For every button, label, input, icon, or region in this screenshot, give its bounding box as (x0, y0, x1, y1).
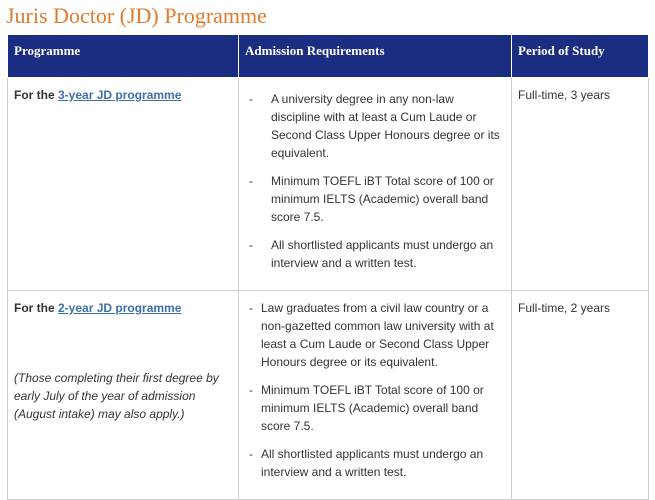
admission-table (7, 34, 649, 500)
bullet-dash: - (249, 383, 253, 397)
requirement-text: Minimum TOEFL iBT Total score of 100 or minimum IELTS (Academic) overall band score 7.5. (271, 174, 494, 224)
list-item (245, 90, 505, 162)
list-item (245, 236, 505, 272)
list-item (245, 172, 505, 226)
header-programme: Programme (8, 35, 239, 78)
list-item (245, 299, 505, 371)
eligibility-note: (Those completing their first degree by early July of the year of admission (August intake) may also apply.) (14, 371, 219, 421)
bullet-dash: - (249, 238, 253, 252)
list-item (245, 381, 505, 435)
bullet-dash: - (249, 174, 253, 188)
table-row (8, 78, 649, 291)
programme-cell (8, 291, 239, 500)
list-item (245, 445, 505, 481)
table-row (8, 291, 649, 500)
table-header-row (8, 35, 649, 78)
bullet-dash: - (249, 301, 253, 315)
requirements-cell (239, 78, 512, 291)
requirement-text: All shortlisted applicants must undergo an interview and a written test. (271, 238, 494, 270)
header-admission-requirements: Admission Requirements (239, 35, 512, 78)
programme-prefix: For the (14, 301, 58, 315)
bullet-dash: - (249, 447, 253, 461)
period-cell: Full-time, 3 years (512, 78, 649, 291)
requirement-text: Minimum TOEFL iBT Total score of 100 or minimum IELTS (Academic) overall band score 7.5. (261, 383, 484, 433)
requirement-text: Law graduates from a civil law country or a non-gazetted common law university with at least a Cum Laude or Second Class Upper Honours degree or its equivalent. (261, 301, 494, 369)
header-period-of-study: Period of Study (512, 35, 649, 78)
bullet-dash: - (249, 92, 253, 106)
programme-link-3-year[interactable]: 3-year JD programme (58, 88, 182, 102)
requirement-text: A university degree in any non-law discipline with at least a Cum Laude or Second Class Upper Honours degree or its equivalent. (271, 92, 500, 160)
programme-cell (8, 78, 239, 291)
period-cell: Full-time, 2 years (512, 291, 649, 500)
page-title: Juris Doctor (JD) Programme (6, 3, 267, 28)
programme-prefix: For the (14, 88, 58, 102)
requirement-text: All shortlisted applicants must undergo an interview and a written test. (261, 447, 484, 479)
programme-link-2-year[interactable]: 2-year JD programme (58, 301, 182, 315)
requirements-cell (239, 291, 512, 500)
